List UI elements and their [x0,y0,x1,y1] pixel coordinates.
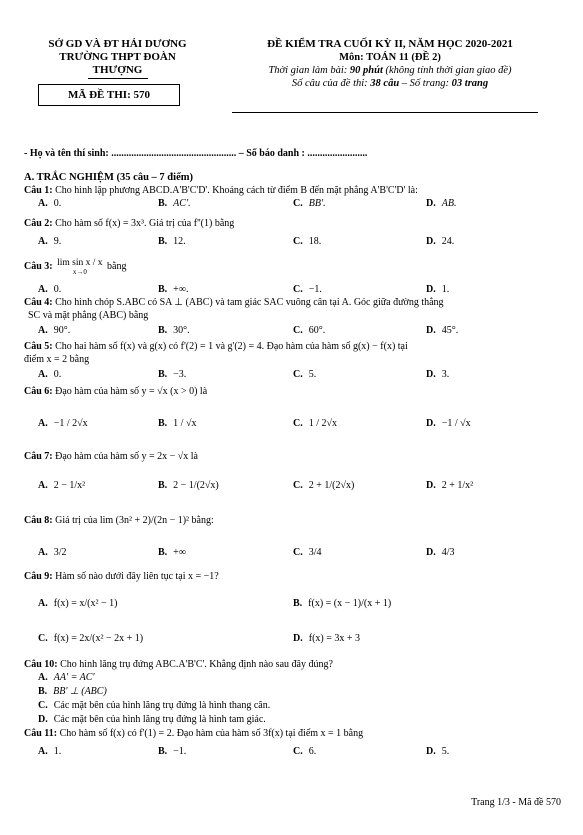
header-rule [232,112,538,113]
option-a[interactable]: A. 0. [38,198,62,209]
question-label: Câu 2: [24,218,53,229]
option-a[interactable]: A. 2 − 1/x² [38,480,86,491]
option-a[interactable]: A. 9. [38,236,62,247]
question-text: Cho hàm số f(x) = 3x³. Giá trị của f''(1) bằng [55,218,235,229]
time-label: Thời gian làm bài: [268,65,348,76]
question-5-cont [24,354,563,366]
question-text-cont: điểm x = 2 bằng [24,354,90,365]
question-text-cont: SC và mặt phẳng (ABC) bằng [28,310,149,321]
exam-code-box: MÃ ĐỀ THI: 570 [38,84,180,106]
option-c[interactable]: C. 3/4 [293,547,322,558]
question-text: Cho hàm số f(x) có f'(1) = 2. Đạo hàm của hàm số 3f(x) tại điểm x = 1 bằng [59,728,364,739]
limit-sub: x→0 [72,268,87,276]
question-label: Câu 11: [24,728,58,739]
option-c[interactable]: C. Các mặt bên của hình lăng trụ đứng là hình thang cân. [38,700,271,711]
question-text: Cho hình lăng trụ đứng ABC.A'B'C'. Khẳng định nào sau đây đúng? [60,659,333,670]
exam-time [225,64,555,77]
question-text: Giá trị của lim (3n² + 2)/(2n − 1)² bằng: [55,515,214,526]
option-a[interactable]: A. 0. [38,284,62,295]
option-c[interactable]: C. 5. [293,369,317,380]
student-id-label: – Số báo danh : [238,148,305,159]
option-c[interactable]: C. 6. [293,746,317,757]
option-b[interactable]: B. 2 − 1/(2√x) [158,480,219,491]
option-d[interactable]: D. 1. [426,284,450,295]
question-text: Đạo hàm của hàm số y = √x (x > 0) là [55,386,208,397]
option-b[interactable]: B. +∞. [158,284,189,295]
option-d[interactable]: D. 3. [426,369,450,380]
count-value: 38 câu [370,78,400,89]
question-label: Câu 7: [24,451,53,462]
question-3 [24,257,563,279]
option-d[interactable]: D. 4/3 [426,547,455,558]
option-b[interactable]: B. 30°. [158,325,190,336]
option-b[interactable]: B. 1 / √x [158,418,197,429]
option-b[interactable]: B. −1. [158,746,187,757]
option-c[interactable]: C. −1. [293,284,322,295]
exam-title: ĐỀ KIỂM TRA CUỐI KỲ II, NĂM HỌC 2020-2021 [267,38,513,50]
question-6 [24,386,563,398]
option-c[interactable]: C. f(x) = 2x/(x² − 2x + 1) [38,633,144,644]
option-a[interactable]: A. AA' = AC' [38,672,95,683]
option-d[interactable]: D. 2 + 1/x² [426,480,474,491]
option-d[interactable]: D. 5. [426,746,450,757]
option-a[interactable]: A. −1 / 2√x [38,418,88,429]
student-name-label: - Họ và tên thí sinh: [24,148,109,159]
option-d[interactable]: D. −1 / √x [426,418,471,429]
school-name-line-2: THƯỢNG [92,64,143,76]
option-d[interactable]: D. Các mặt bên của hình lăng trụ đứng là hình tam giác. [38,714,266,725]
question-label: Câu 9: [24,571,53,582]
question-label: Câu 5: [24,341,53,352]
option-c[interactable]: C. 2 + 1/(2√x) [293,480,355,491]
question-text: Hàm số nào dưới đây liên tục tại x = −1? [55,571,219,582]
question-text: Cho hai hàm số f(x) và g(x) có f'(2) = 1 và g'(2) = 4. Đạo hàm của hàm số g(x) − f(x) tại [55,341,408,352]
option-c[interactable]: C. 1 / 2√x [293,418,338,429]
option-d[interactable]: D. AB. [426,198,457,209]
pages-label: – Số trang: [401,78,450,89]
count-label: Số câu của đề thi: [291,78,368,89]
student-name-field[interactable]: .................................................. [111,148,237,159]
school-name-line-1: TRƯỜNG THPT ĐOÀN [59,51,176,63]
question-text: Cho hình chóp S.ABC có SA ⊥ (ABC) và tam giác SAC vuông cân tại A. Góc giữa đường thẳng [55,297,444,308]
option-b[interactable]: B. −3. [158,369,187,380]
option-a[interactable]: A. f(x) = x/(x² − 1) [38,598,118,609]
question-7 [24,451,563,463]
option-a[interactable]: A. 1. [38,746,62,757]
question-label: Câu 10: [24,659,58,670]
question-label: Câu 4: [24,297,53,308]
question-text: Đạo hàm của hàm số y = 2x − √x là [55,451,198,462]
question-label: Câu 3: [24,260,53,272]
question-text: Cho hình lập phương ABCD.A'B'C'D'. Khoảng cách từ điểm B đến mặt phẳng A'B'C'D' là: [55,185,418,196]
question-label: Câu 6: [24,386,53,397]
question-5 [24,341,563,353]
limit-expression [57,257,102,276]
exam-count [225,77,555,90]
option-b[interactable]: B. AC'. [158,198,191,209]
question-8 [24,515,563,527]
question-1 [24,185,563,197]
option-d[interactable]: D. f(x) = 3x + 3 [293,633,361,644]
question-4-cont [28,310,563,322]
option-a[interactable]: A. 90°. [38,325,71,336]
option-b[interactable]: B. BB' ⊥ (ABC) [38,686,107,697]
question-4 [24,297,563,309]
question-label: Câu 1: [24,185,53,196]
section-title: A. TRẮC NGHIỆM (35 câu – 7 điểm) [24,172,193,183]
option-c[interactable]: C. 60°. [293,325,326,336]
option-d[interactable]: D. 24. [426,236,455,247]
question-label: Câu 8: [24,515,53,526]
option-a[interactable]: A. 0. [38,369,62,380]
option-c[interactable]: C. 18. [293,236,322,247]
time-note: (không tính thời gian giao đề) [385,65,512,76]
question-10 [24,659,563,671]
option-b[interactable]: B. 12. [158,236,186,247]
pages-value: 03 trang [451,78,489,89]
page-footer: Trang 1/3 - Mã đề 570 [471,797,561,808]
question-11 [24,728,563,740]
exam-subject: Môn: TOÁN 11 (ĐỀ 2) [339,52,441,63]
department-name: SỞ GD VÀ ĐT HẢI DƯƠNG [48,38,187,50]
student-info [24,148,367,159]
option-b[interactable]: B. f(x) = (x − 1)/(x + 1) [293,598,392,609]
student-id-field[interactable]: ........................ [307,148,368,159]
option-c[interactable]: C. BB'. [293,198,326,209]
question-9 [24,571,563,583]
limit-text: lim sin x / x [57,258,103,268]
time-value: 90 phút [349,65,383,76]
question-2 [24,218,563,230]
option-d[interactable]: D. 45°. [426,325,459,336]
option-b[interactable]: B. +∞ [158,547,186,558]
option-a[interactable]: A. 3/2 [38,547,67,558]
school-underline [88,78,148,79]
question-text: bằng [107,260,127,272]
